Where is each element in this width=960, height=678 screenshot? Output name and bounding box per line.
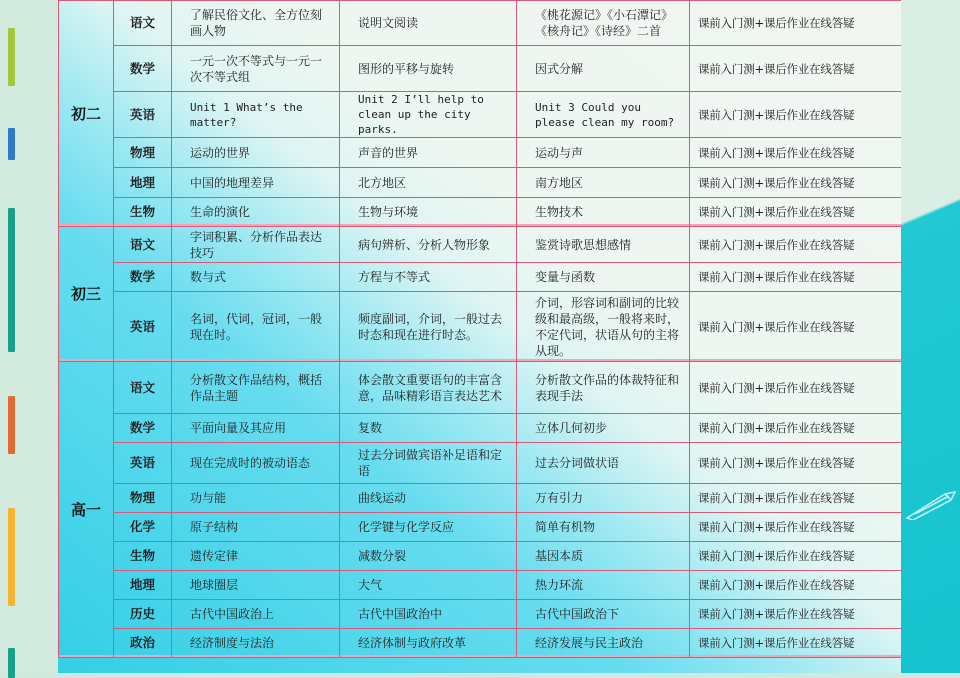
- subject-cell: 政治: [114, 629, 172, 658]
- grade-label: 高一: [59, 362, 114, 658]
- subject-cell: 地理: [114, 571, 172, 600]
- table-row: [59, 629, 902, 658]
- left-decor-strip: [0, 0, 58, 673]
- subject-cell: 生物: [114, 198, 172, 227]
- topic-cell-3: 南方地区: [517, 168, 690, 198]
- subject-cell: 数学: [114, 46, 172, 92]
- homework-cell: 课前入门测+课后作业在线答疑: [690, 484, 902, 513]
- topic-cell-1: 名词，代词，冠词，一般现在时。: [172, 292, 340, 362]
- homework-cell: 课前入门测+课后作业在线答疑: [690, 292, 902, 362]
- topic-cell-3: 变量与函数: [517, 263, 690, 292]
- table-row: [59, 138, 902, 168]
- homework-cell: 课前入门测+课后作业在线答疑: [690, 362, 902, 414]
- homework-cell: 课前入门测+课后作业在线答疑: [690, 92, 902, 138]
- table-row: [59, 198, 902, 227]
- table-row: [59, 484, 902, 513]
- topic-cell-2: 图形的平移与旋转: [340, 46, 517, 92]
- subject-cell: 英语: [114, 443, 172, 484]
- topic-cell-1: 了解民俗文化、全方位刻画人物: [172, 1, 340, 46]
- topic-cell-3: 分析散文作品的体裁特征和表现手法: [517, 362, 690, 414]
- homework-cell: 课前入门测+课后作业在线答疑: [690, 227, 902, 263]
- table-row: [59, 263, 902, 292]
- decor-marker: [8, 396, 15, 454]
- topic-cell-2: 说明文阅读: [340, 1, 517, 46]
- homework-cell: 课前入门测+课后作业在线答疑: [690, 414, 902, 443]
- subject-cell: 生物: [114, 542, 172, 571]
- topic-cell-3: 基因本质: [517, 542, 690, 571]
- topic-cell-2: 病句辨析、分析人物形象: [340, 227, 517, 263]
- homework-cell: 课前入门测+课后作业在线答疑: [690, 513, 902, 542]
- topic-cell-1: 地球圈层: [172, 571, 340, 600]
- decor-marker: [8, 508, 15, 606]
- grade-label: 初三: [59, 227, 114, 362]
- topic-cell-2: 频度副词，介词，一般过去时态和现在进行时态。: [340, 292, 517, 362]
- table-row: [59, 542, 902, 571]
- topic-cell-1: 古代中国政治上: [172, 600, 340, 629]
- subject-cell: 英语: [114, 92, 172, 138]
- topic-cell-3: Unit 3 Could you please clean my room?: [517, 92, 690, 138]
- topic-cell-1: 功与能: [172, 484, 340, 513]
- topic-cell-2: 过去分词做宾语补足语和定语: [340, 443, 517, 484]
- topic-cell-2: 复数: [340, 414, 517, 443]
- topic-cell-1: 一元一次不等式与一元一次不等式组: [172, 46, 340, 92]
- decor-marker: [8, 28, 15, 86]
- topic-cell-3: 经济发展与民主政治: [517, 629, 690, 658]
- table-row: [59, 443, 902, 484]
- topic-cell-2: 曲线运动: [340, 484, 517, 513]
- table-row: [59, 46, 902, 92]
- subject-cell: 语文: [114, 362, 172, 414]
- table-row: [59, 168, 902, 198]
- topic-cell-3: 古代中国政治下: [517, 600, 690, 629]
- subject-cell: 物理: [114, 138, 172, 168]
- topic-cell-1: 经济制度与法治: [172, 629, 340, 658]
- topic-cell-3: 立体几何初步: [517, 414, 690, 443]
- curriculum-table: [58, 0, 901, 658]
- topic-cell-2: Unit 2 I’ll help to clean up the city parks.: [340, 92, 517, 138]
- topic-cell-3: 热力环流: [517, 571, 690, 600]
- grade-label: 初二: [59, 1, 114, 227]
- homework-cell: 课前入门测+课后作业在线答疑: [690, 571, 902, 600]
- table-row: [59, 513, 902, 542]
- subject-cell: 化学: [114, 513, 172, 542]
- subject-cell: 语文: [114, 1, 172, 46]
- topic-cell-1: 分析散文作品结构，概括作品主题: [172, 362, 340, 414]
- topic-cell-2: 体会散文重要语句的丰富含意，品味精彩语言表达艺术: [340, 362, 517, 414]
- homework-cell: 课前入门测+课后作业在线答疑: [690, 629, 902, 658]
- topic-cell-1: 数与式: [172, 263, 340, 292]
- table-row: [59, 414, 902, 443]
- topic-cell-2: 古代中国政治中: [340, 600, 517, 629]
- topic-cell-3: 因式分解: [517, 46, 690, 92]
- topic-cell-1: 平面向量及其应用: [172, 414, 340, 443]
- topic-cell-1: Unit 1 What’s the matter?: [172, 92, 340, 138]
- topic-cell-1: 生命的演化: [172, 198, 340, 227]
- topic-cell-2: 大气: [340, 571, 517, 600]
- decor-marker: [8, 208, 15, 352]
- subject-cell: 历史: [114, 600, 172, 629]
- curriculum-card: [58, 0, 901, 673]
- table-row: [59, 292, 902, 362]
- topic-cell-3: 生物技术: [517, 198, 690, 227]
- topic-cell-2: 减数分裂: [340, 542, 517, 571]
- topic-cell-2: 生物与环境: [340, 198, 517, 227]
- table-row: [59, 92, 902, 138]
- homework-cell: 课前入门测+课后作业在线答疑: [690, 138, 902, 168]
- topic-cell-2: 经济体制与政府改革: [340, 629, 517, 658]
- table-row: [59, 571, 902, 600]
- homework-cell: 课前入门测+课后作业在线答疑: [690, 46, 902, 92]
- table-row: [59, 227, 902, 263]
- topic-cell-1: 原子结构: [172, 513, 340, 542]
- topic-cell-1: 运动的世界: [172, 138, 340, 168]
- homework-cell: 课前入门测+课后作业在线答疑: [690, 1, 902, 46]
- table-row: [59, 600, 902, 629]
- homework-cell: 课前入门测+课后作业在线答疑: [690, 600, 902, 629]
- topic-cell-2: 北方地区: [340, 168, 517, 198]
- topic-cell-1: 字词积累、分析作品表达技巧: [172, 227, 340, 263]
- decor-marker: [8, 128, 15, 160]
- subject-cell: 语文: [114, 227, 172, 263]
- topic-cell-3: 过去分词做状语: [517, 443, 690, 484]
- homework-cell: 课前入门测+课后作业在线答疑: [690, 443, 902, 484]
- topic-cell-2: 化学键与化学反应: [340, 513, 517, 542]
- topic-cell-3: 《桃花源记》《小石潭记》《核舟记》《诗经》二首: [517, 1, 690, 46]
- topic-cell-2: 声音的世界: [340, 138, 517, 168]
- topic-cell-3: 鉴赏诗歌思想感情: [517, 227, 690, 263]
- topic-cell-2: 方程与不等式: [340, 263, 517, 292]
- decor-marker: [8, 648, 15, 678]
- subject-cell: 英语: [114, 292, 172, 362]
- homework-cell: 课前入门测+课后作业在线答疑: [690, 542, 902, 571]
- subject-cell: 数学: [114, 263, 172, 292]
- homework-cell: 课前入门测+课后作业在线答疑: [690, 263, 902, 292]
- table-row: [59, 362, 902, 414]
- topic-cell-3: 简单有机物: [517, 513, 690, 542]
- topic-cell-1: 现在完成时的被动语态: [172, 443, 340, 484]
- right-decor-panel: [900, 0, 960, 673]
- topic-cell-1: 遗传定律: [172, 542, 340, 571]
- homework-cell: 课前入门测+课后作业在线答疑: [690, 168, 902, 198]
- homework-cell: 课前入门测+课后作业在线答疑: [690, 198, 902, 227]
- topic-cell-3: 介词，形容词和副词的比较级和最高级，一般将来时，不定代词，状语从句的主将从现。: [517, 292, 690, 362]
- topic-cell-1: 中国的地理差异: [172, 168, 340, 198]
- table-row: [59, 1, 902, 46]
- subject-cell: 数学: [114, 414, 172, 443]
- topic-cell-3: 运动与声: [517, 138, 690, 168]
- pen-icon: [905, 488, 960, 520]
- subject-cell: 物理: [114, 484, 172, 513]
- subject-cell: 地理: [114, 168, 172, 198]
- topic-cell-3: 万有引力: [517, 484, 690, 513]
